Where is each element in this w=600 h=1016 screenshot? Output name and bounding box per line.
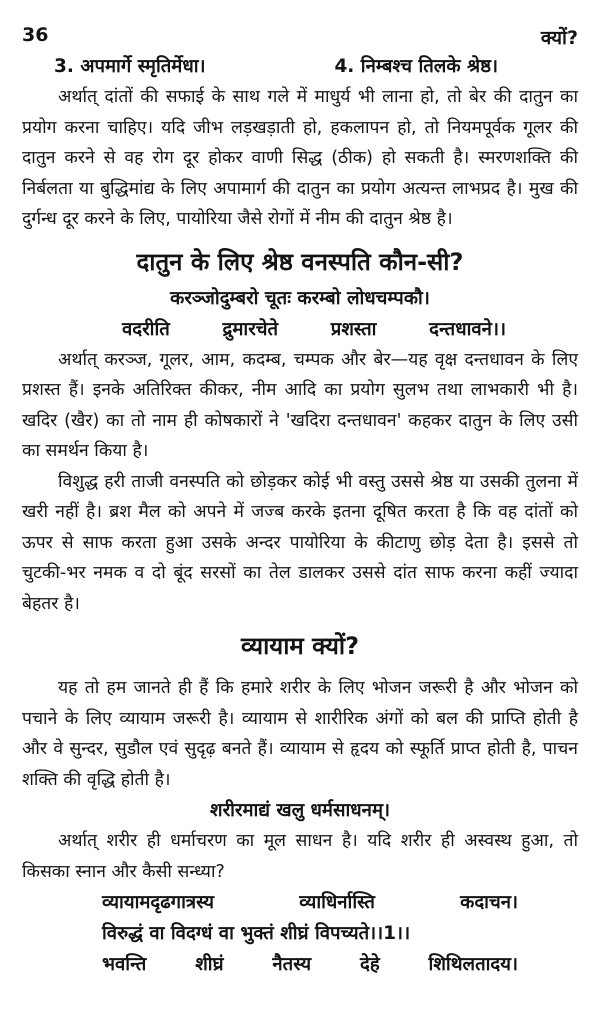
sloka-word: शिथिलतादय।	[428, 954, 518, 975]
sloka-word: दन्तधावने।।	[429, 318, 506, 340]
running-header	[22, 0, 578, 49]
sloka-word: देहे	[360, 954, 380, 975]
section-heading-datun: दातुन के लिए श्रेष्ठ वनस्पति कौन-सी?	[136, 247, 464, 276]
sloka-3-line-2: विरुद्धं वा विदग्धं वा भुक्तं शीघ्रं विपच्यते।।1।।	[102, 923, 411, 944]
sloka-word: कदाचन।	[460, 892, 518, 913]
paragraph-3: विशुद्ध हरी ताजी वनस्पति को छोड़कर कोई भी वस्तु उससे श्रेष्ठ या उसकी तुलना में खरी नहीं है। ब्रश मैल को अपने में जज्ब करके इतना दूषित करता है कि वह दांतों को ऊपर से साफ करता हुआ उसके अन्दर पायोरिया के कीटाणु छोड़ देता है। इससे तो चुटकी-भर नमक व दो बूंद सरसों का तेल डालकर उससे दांत साफ करना कहीं ज्यादा बेहतर है।	[22, 471, 578, 614]
sloka-3-line-1	[102, 887, 518, 918]
sloka-1	[22, 283, 578, 345]
sloka-word: प्रशस्ता	[330, 318, 377, 340]
verse-left: 3. अपमार्गे स्मृतिर्मेधा।	[54, 56, 206, 77]
sloka-word: व्याधिर्नास्ति	[299, 892, 375, 913]
running-title: क्यों?	[540, 27, 578, 49]
sloka-word: भवन्ति	[102, 954, 147, 975]
sloka-2: शरीरमाद्यं खलु धर्मसाधनम्।	[209, 800, 391, 821]
sloka-1-line-2	[22, 314, 578, 345]
sloka-word: नैतस्य	[272, 954, 312, 975]
sloka-word: वदरीति	[122, 318, 170, 340]
paragraph-4: यह तो हम जानते ही हैं कि हमारे शरीर के लिए भोजन जरूरी है और भोजन को पचाने के लिए व्यायाम जरूरी है। व्यायाम से शारीरिक अंगों को बल की प्राप्ति होती है और वे सुन्दर, सुडौल एवं सुदृढ़ बनते हैं। व्यायाम से हृदय को स्फूर्ति प्राप्त होती है, पाचन शक्ति की वृद्धि होती है।	[22, 678, 578, 790]
sloka-word: द्रुमारचेते	[222, 318, 279, 340]
page-number: 36	[22, 24, 49, 46]
sloka-word: व्यायामदृढगात्रस्य	[102, 892, 215, 913]
sloka-3	[22, 887, 578, 980]
sloka-3-line-3	[102, 949, 518, 980]
paragraph-1: अर्थात् दांतों की सफाई के साथ गले में माधुर्य भी लाना हो, तो बेर की दातुन का प्रयोग करना चाहिए। यदि जीभ लड़खड़ाती हो, हकलापन हो, तो नियमपूर्वक गूलर की दातुन करने से वह रोग दूर होकर वाणी सिद्ध (ठीक) हो सकती है। स्मरणशक्ति की निर्बलता या बुद्धिमांद्य के लिए अपामार्ग की दातुन का प्रयोग अत्यन्त लाभप्रद है। मुख की दुर्गन्ध दूर करने के लिए, पायोरिया जैसे रोगों में नीम की दातुन श्रेष्ठ है।	[22, 87, 578, 229]
sloka-word: शीघ्रं	[195, 954, 224, 975]
paragraph-5: अर्थात् शरीर ही धर्माचरण का मूल साधन है। यदि शरीर ही अस्वस्थ हुआ, तो किसका स्नान और कैसी सन्ध्या?	[22, 831, 578, 882]
verse-line-top	[22, 52, 578, 82]
sloka-1-line-1: करञ्जोदुम्बरो चूतः करम्बो लोधचम्पकौ।	[170, 287, 430, 309]
section-heading-vyayam: व्यायाम क्यों?	[240, 632, 360, 660]
paragraph-2: अर्थात् करञ्ज, गूलर, आम, कदम्ब, चम्पक और बेर—यह वृक्ष दन्तधावन के लिए प्रशस्त हैं। इनके अतिरिक्त कीकर, नीम आदि का प्रयोग सुलभ तथा लाभकारी भी है। खदिर (खैर) का तो नाम ही कोषकारों ने 'खदिरा दन्तधावन' कहकर दातुन के लिए उसी का समर्थन किया है।	[22, 349, 578, 461]
verse-right: 4. निम्बश्च तिलके श्रेष्ठ।	[334, 56, 498, 77]
